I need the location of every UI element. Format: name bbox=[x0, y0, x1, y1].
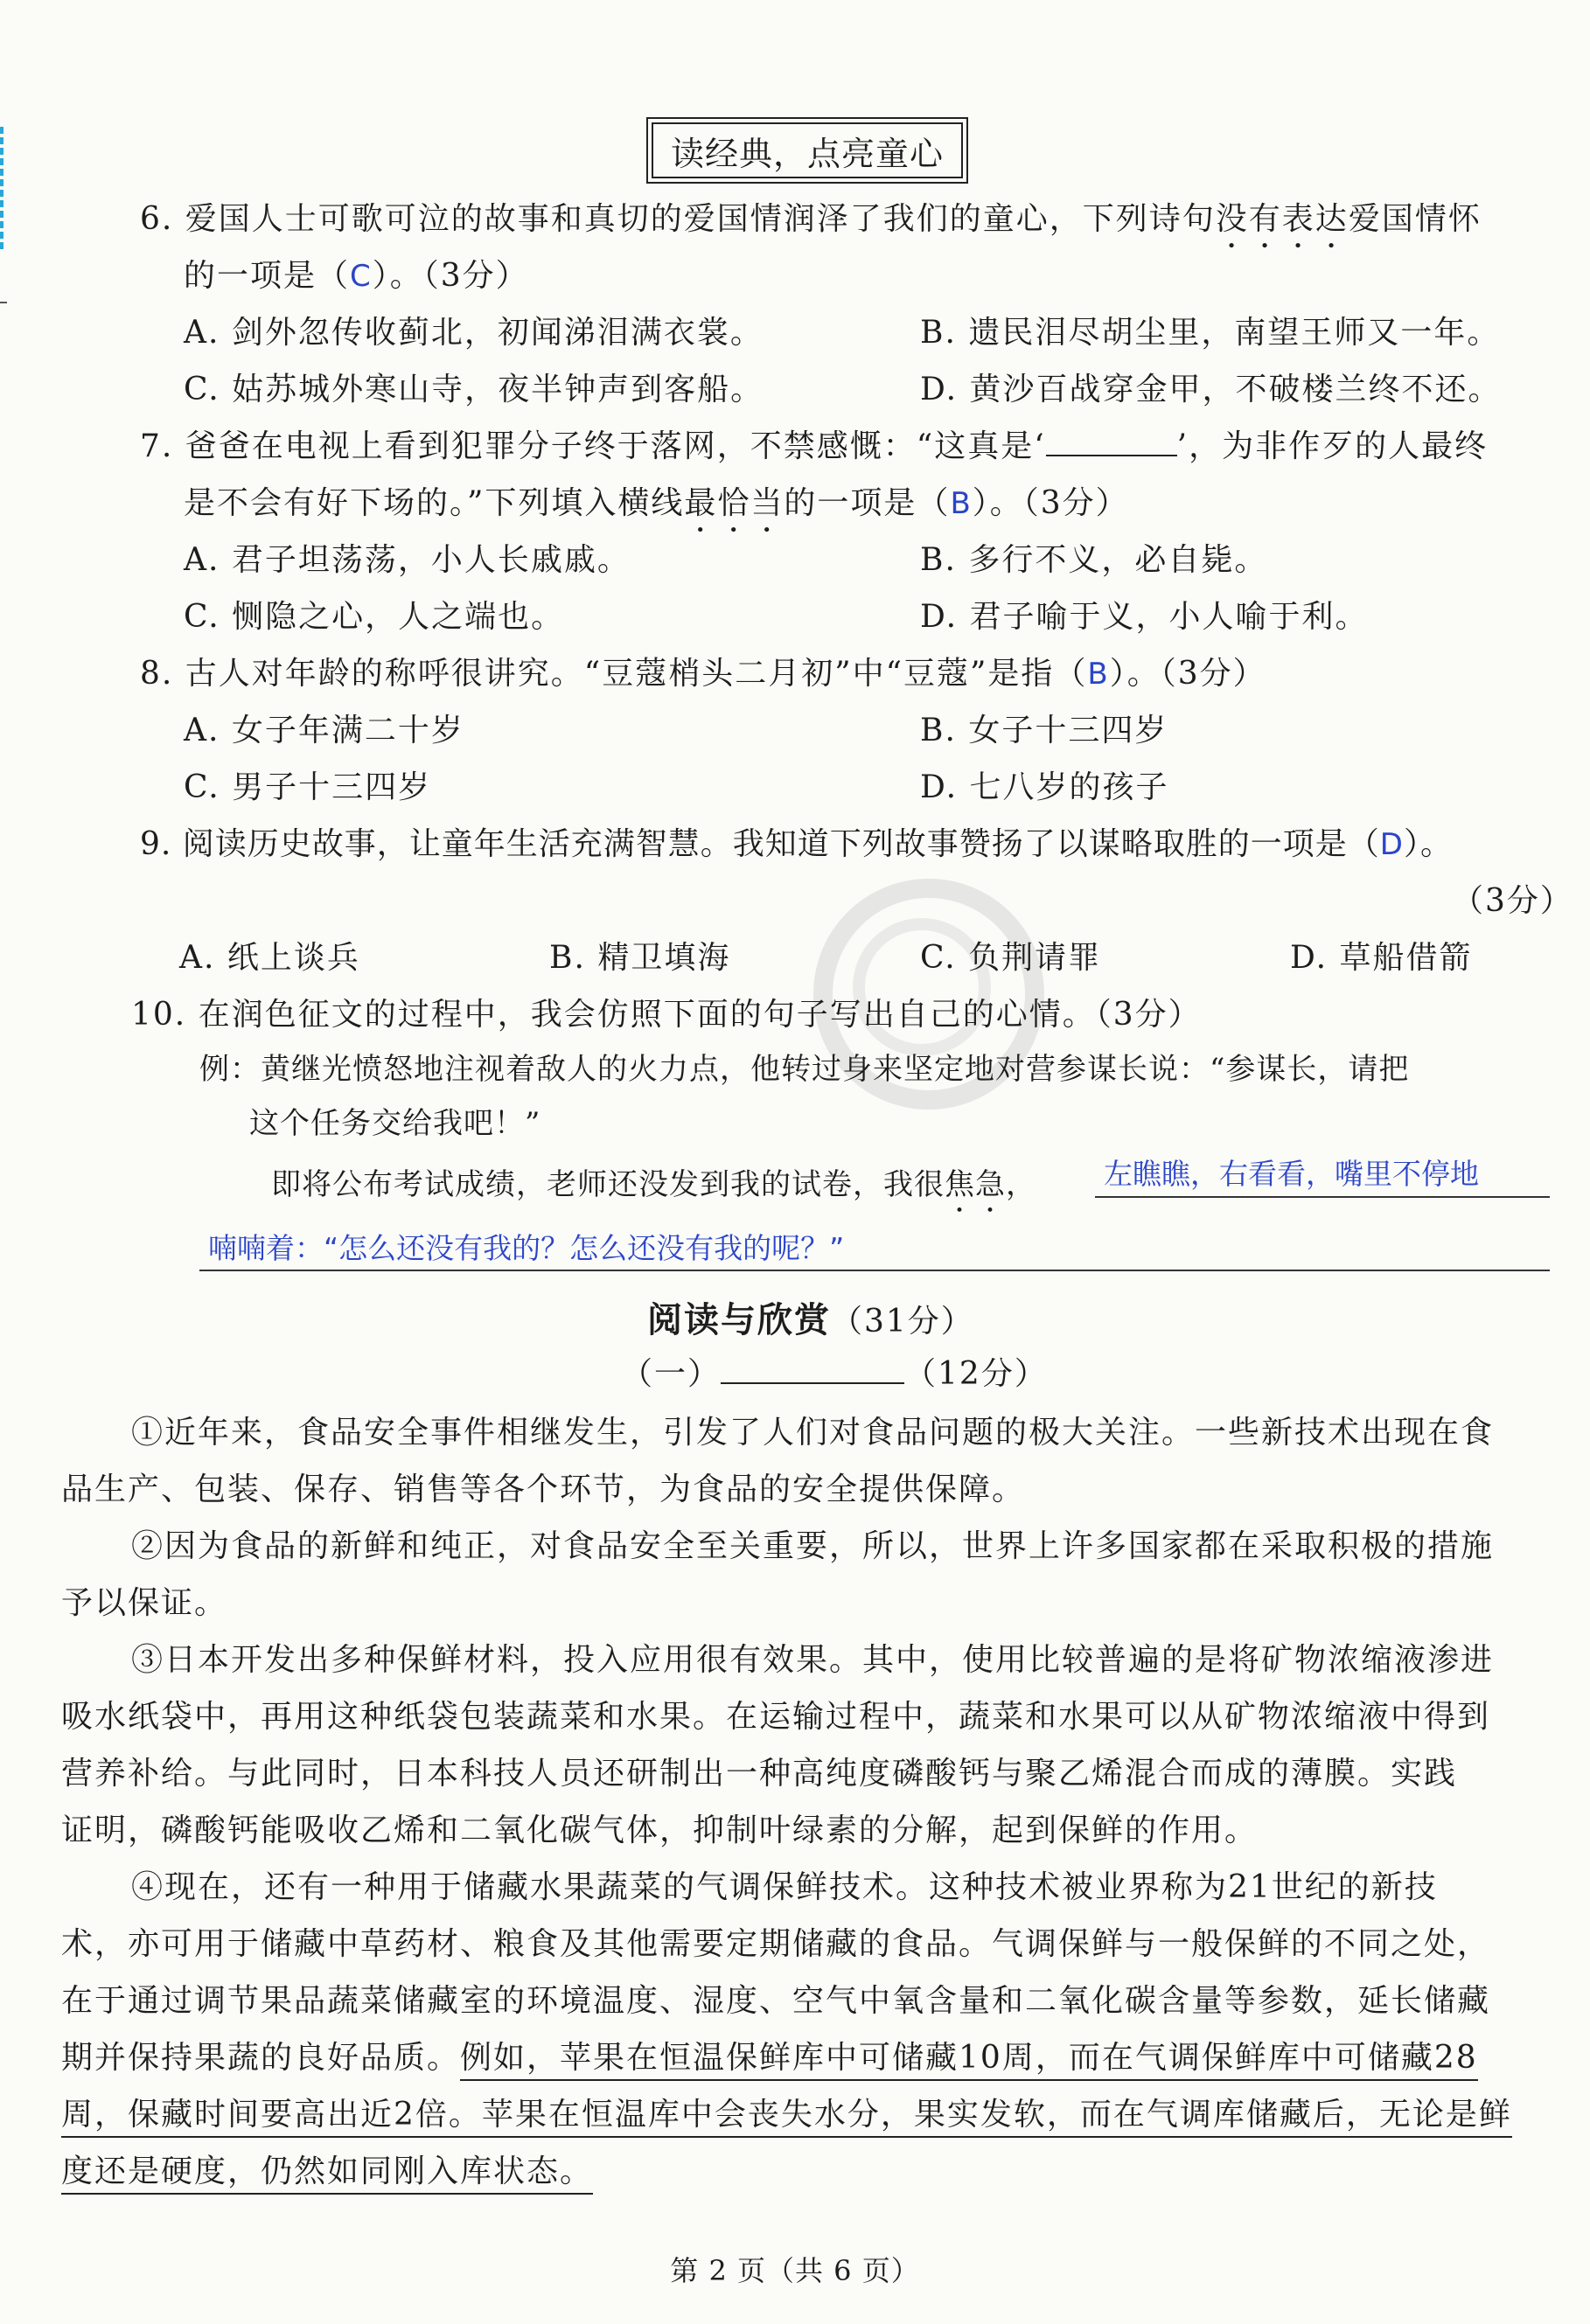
q7-option-a: A. 君子坦荡荡，小人长戚戚。 bbox=[184, 542, 631, 578]
para4-line1: ④现在，还有一种用于储藏水果蔬菜的气调保鲜技术。这种技术被业界称为21世纪的新技 bbox=[131, 1869, 1438, 1905]
para4-line3: 在于通过调节果品蔬菜储藏室的环境温度、湿度、空气中氧含量和二氧化碳含量等参数，延长储藏 bbox=[61, 1983, 1491, 2019]
q10-emphasis: 焦急 bbox=[945, 1167, 1006, 1202]
q8-option-c: C. 男子十三四岁 bbox=[184, 769, 432, 805]
para4-line2: 术，亦可用于储藏中草药材、粮食及其他需要定期储藏的食品。气调保鲜与一般保鲜的不同之处， bbox=[61, 1926, 1491, 1962]
q6-option-b: B. 遗民泪尽胡尘里，南望王师又一年。 bbox=[920, 315, 1501, 351]
q6-answer: C bbox=[350, 259, 373, 294]
q8-option-b: B. 女子十三四岁 bbox=[920, 713, 1168, 748]
para3-line4: 证明，磷酸钙能吸收乙烯和二氧化碳气体，抑制叶绿素的分解，起到保鲜的作用。 bbox=[61, 1813, 1259, 1848]
q9-option-b: B. 精卫填海 bbox=[549, 940, 731, 976]
q8-option-a: A. 女子年满二十岁 bbox=[184, 713, 464, 748]
subsection-title-blank bbox=[721, 1382, 904, 1384]
binding-margin-marker bbox=[0, 127, 9, 249]
q10-example-line1: 例：黄继光愤怒地注视着敌人的火力点，他转过身来坚定地对营参谋长说：“参谋长，请把 bbox=[199, 1052, 1410, 1087]
q8-stem: 8. 古人对年龄的称呼很讲究。“豆蔻梢头二月初”中“豆蔻”是指（B）。（3分） bbox=[140, 656, 1266, 692]
q7-option-c: C. 恻隐之心，人之端也。 bbox=[184, 599, 565, 635]
q6-option-c: C. 姑苏城外寒山寺，夜半钟声到客船。 bbox=[184, 372, 764, 407]
para4-line5: 周，保藏时间要高出近2倍。苹果在恒温库中会丧失水分，果实发软，而在气调库储藏后，无论是鲜 bbox=[61, 2090, 1512, 2134]
q7-option-b: B. 多行不义，必自毙。 bbox=[920, 542, 1268, 578]
para4-line6: 度还是硬度，仍然如同刚入库状态。 bbox=[61, 2147, 593, 2191]
q8-option-d: D. 七八岁的孩子 bbox=[920, 769, 1169, 805]
underlined-sentence: 例如，苹果在恒温保鲜库中可储藏10周，而在气调保鲜库中可储藏28 bbox=[460, 2040, 1478, 2081]
q7-emphasis: 最恰当 bbox=[684, 485, 785, 521]
section-title: 读经典，点亮童心 bbox=[652, 122, 963, 178]
q6-stem-line1: 6. 爱国人士可歌可泣的故事和真切的爱国情润泽了我们的童心，下列诗句没有表达爱国情怀 bbox=[140, 201, 1482, 237]
q9-answer: D bbox=[1379, 827, 1404, 862]
q9-score: （3分） bbox=[1452, 883, 1573, 919]
q10-handwritten-answer-line1: 左瞧瞧，右看看，嘴里不停地 bbox=[1104, 1157, 1479, 1191]
para3-line3: 营养补给。与此同时，日本科技人员还研制出一种高纯度磷酸钙与聚乙烯混合而成的薄膜。实践 bbox=[61, 1756, 1458, 1792]
q10-prompt: 即将公布考试成绩，老师还没发到我的试卷，我很焦急， bbox=[271, 1167, 1036, 1202]
q7-blank bbox=[1046, 455, 1177, 456]
answer-line-1 bbox=[1095, 1196, 1550, 1198]
q6-option-d: D. 黄沙百战穿金甲，不破楼兰终不还。 bbox=[920, 372, 1502, 407]
para1-line1: ①近年来，食品安全事件相继发生，引发了人们对食品问题的极大关注。一些新技术出现在食 bbox=[131, 1415, 1495, 1451]
q10-handwritten-answer-line2: 喃喃着：“怎么还没有我的？怎么还没有我的呢？” bbox=[208, 1231, 845, 1265]
para1-line2: 品生产、包装、保存、销售等各个环节，为食品的安全提供保障。 bbox=[61, 1472, 1026, 1507]
para3-line1: ③日本开发出多种保鲜材料，投入应用很有效果。其中，使用比较普遍的是将矿物浓缩液渗进 bbox=[131, 1642, 1495, 1678]
para2-line2: 予以保证。 bbox=[61, 1585, 228, 1621]
q9-stem: 9. 阅读历史故事，让童年生活充满智慧。我知道下列故事赞扬了以谋略取胜的一项是（D）。 bbox=[140, 826, 1453, 862]
para4-line4: 期并保持果蔬的良好品质。例如，苹果在恒温保鲜库中可储藏10周，而在气调保鲜库中可储藏28 bbox=[61, 2033, 1478, 2077]
q10-stem: 10. 在润色征文的过程中，我会仿照下面的句子写出自己的心情。（3分） bbox=[131, 997, 1202, 1033]
q6-stem-line2: 的一项是（C）。（3分） bbox=[184, 258, 529, 294]
q7-stem-line1: 7. 爸爸在电视上看到犯罪分子终于落网，不禁感慨：“这真是‘ ’，为非作歹的人最终 bbox=[140, 428, 1489, 464]
reading-subsection: （一） （12分） bbox=[621, 1356, 1048, 1392]
q7-answer: B bbox=[950, 486, 973, 521]
q9-option-d: D. 草船借箭 bbox=[1290, 940, 1473, 976]
q7-option-d: D. 君子喻于义，小人喻于利。 bbox=[920, 599, 1369, 635]
q8-answer: B bbox=[1087, 657, 1110, 692]
q9-option-c: C. 负荆请罪 bbox=[920, 940, 1102, 976]
q6-option-a: A. 剑外忽传收蓟北，初闻涕泪满衣裳。 bbox=[184, 315, 764, 351]
q10-example-line2: 这个任务交给我吧！” bbox=[249, 1106, 541, 1141]
q6-emphasis: 没有表达 bbox=[1215, 201, 1349, 237]
q7-stem-line2: 是不会有好下场的。”下列填入横线最恰当的一项是（B）。（3分） bbox=[184, 485, 1129, 521]
answer-line-2 bbox=[199, 1270, 1550, 1271]
page-footer: 第 2 页（共 6 页） bbox=[670, 2254, 920, 2287]
para3-line2: 吸水纸袋中，再用这种纸袋包装蔬菜和水果。在运输过程中，蔬菜和水果可以从矿物浓缩液中得到 bbox=[61, 1699, 1491, 1735]
para2-line1: ②因为食品的新鲜和纯正，对食品安全至关重要，所以，世界上许多国家都在采取积极的措施 bbox=[131, 1528, 1495, 1564]
margin-tick bbox=[0, 302, 7, 303]
reading-heading: 阅读与欣赏（31分） bbox=[647, 1299, 974, 1340]
q9-option-a: A. 纸上谈兵 bbox=[179, 940, 360, 976]
